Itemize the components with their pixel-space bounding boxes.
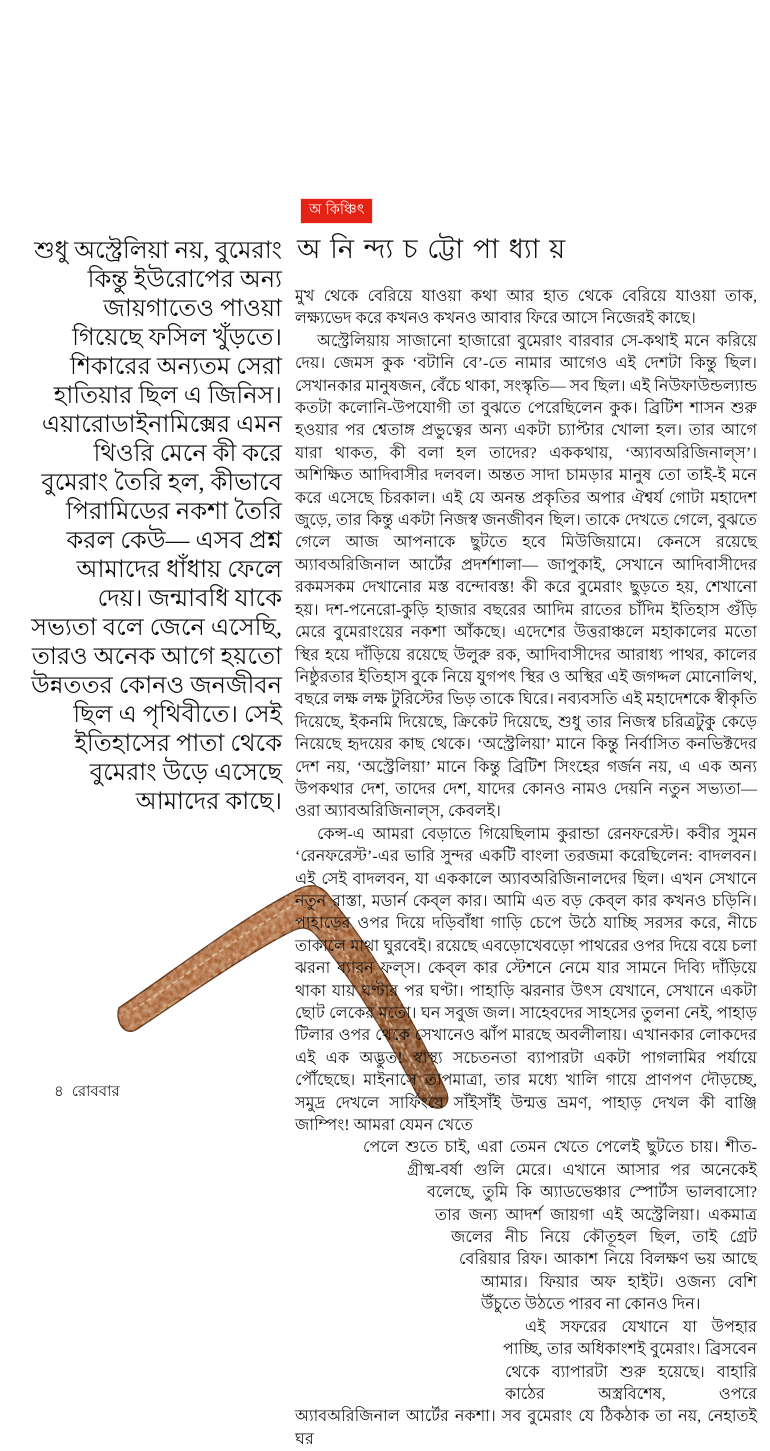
article-paragraph: কেন্স-এ আমরা বেড়াতে গিয়েছিলাম কুরান্ডা রেনফরেস্ট। কবীর সুমন ‘রেনফরেস্ট’-এর ভারি সুন্দর একটি বাংলা তরজমা করেছিলেন: বাদলবন। এই সেই বাদলবন, যা এককালে অ্যাবঅরিজিনালদের ছিল। এখন সেখানে নতুন রাস্তা, মডার্ন কেব্‌ল কার। আমি এত বড় কেব্‌ল কার কখনও চড়িনি। পাহাড়ের ওপর দিয়ে দড়িবাঁধা গাড়ি চেপে উঠে যাচ্ছি সরসর করে, নীচে তাকালে মাথা ঘুরবেই। রয়েছে এবড়োখেবড়ো পাথরের ওপর দিয়ে বয়ে চলা ঝরনা ব্যারন ফল্স। কেব্‌ল কার স্টেশনে নেমে যার সামনে দিব্যি দাঁড়িয়ে থাকা যায় ঘণ্টার পর ঘণ্টা। পাহাড়ি ঝরনার উৎস যেখানে, সেখানে একটা ছোট লেকের মতো। ঘন সবুজ জল। সাহেবদের সাহসের তুলনা নেই, পাহাড় টিলার ওপর থেকে সেখানেও ঝাঁপ মারছে অবলীলায়। এখানকার লোকদের এই এক অদ্ভুত! স্বাস্থ্য সচেতনতা ব্যাপারটা একটা পাগলামির পর্যায়ে পৌঁছেছে। মাইনাসে তাপমাত্রা, তার মধ্যে খালি গায়ে প্রাণপণ দৌড়চ্ছে, সমুদ্র দেখলে সার্ফিংয়ে সাঁইসাঁই উন্মত্ত ভ্রমণ, পাহাড় দেখল কী বাঞ্জি জাম্পিং! আমরা যেমন খেতে [295, 825, 757, 1135]
wrap-spacer [295, 1182, 407, 1204]
wrap-spacer [295, 1160, 363, 1182]
wrap-spacer [295, 1249, 451, 1271]
article-paragraph: এই সফরের যেখানে যা উপহার পাচ্ছি, তার অধিকাংশই বুমেরাং। ব্রিসবেন থেকে ব্যাপারটা শুরু হয়েছে। বাহারি কাঠের অস্ত্রবিশেষ, ওপরে অ্যাবঅরিজিনাল আর্টের নকশা। সব বুমেরাং যে ঠিকঠাক তা নয়, নেহাতই ঘর [295, 1318, 757, 1448]
text-wrap-zone [295, 1137, 757, 1451]
page-number: ৪ [54, 1083, 64, 1100]
publication-name: রোববার [71, 1083, 120, 1100]
article-paragraph: অস্ট্রেলিয়ায় সাজানো হাজারো বুমেরাং বারবার সে-কথাই মনে করিয়ে দেয়। জেমস কুক ‘বটানি বে’-তে নামার আগেও এই দেশটা কিন্তু ছিল। সেখানকার মানুষজন, বেঁচে থাকা, সংস্কৃতি— সব ছিল। এই নিউফাউন্ডল্যান্ড কতটা কলোনি-উপযোগী তা বুঝতে পেরেছিলেন কুক। ব্রিটিশ শাসন শুরু হওয়ার পর শ্বেতাঙ্গ প্রভুত্বের অন্য একটা চ্যাপ্টার খোলা হল। তার আগে যারা থাকত, কী বলা হল তাদের? এককথায়, ‘অ্যাবঅরিজিনাল্স’। অশিক্ষিত আদিবাসীর দলবল। অন্তত সাদা চামড়ার মানুষ তো তাই-ই মনে করে এসেছে চিরকাল। এই যে অনন্ত প্রকৃতির অপার ঐশ্বর্য গোটা মহাদেশ জুড়ে, তার কিন্তু একটা নিজস্ব জনজীবন ছিল। তাকে দেখতে গেলে, বুঝতে গেলে আজ আপনাকে ছুটতে হবে মিউজিয়ামে। কেনসে রয়েছে অ্যাবঅরিজিনাল আর্টের প্রদর্শশালা— জাপুকাই, সেখানে আদিবাসীদের রকমসকম দেখানোর মস্ত বন্দোবস্ত! কী করে বুমেরাং ছুড়তে হয়, শেখানো হয়। দশ-পনেরো-কুড়ি হাজার বছরের আদিম রাতের চাঁদিম ইতিহাস গুঁড়ি মেরে বুমেরাংয়ের নকশা আঁকছে। এদেশের উত্তরাঞ্চলে মহাকালের মতো স্থির হয়ে দাঁড়িয়ে রয়েছে উলুরু রক, আদিবাসীদের আরাধ্য পাথর, কালের নিষ্ঠুরতার ইতিহাস বুকে নিয়ে যুগপৎ স্থির ও অস্থির এই জগদ্দল মোনোলিথ, বছরে লক্ষ লক্ষ টুরিস্টের ভিড় তাকে ঘিরে। নব্যবসতি এই মহাদেশকে স্বীকৃতি দিয়েছে, ইকনমি দিয়েছে, ক্রিকেট দিয়েছে, শুধু তার নিজস্ব চরিত্রটুকু কেড়ে নিয়েছে হৃদয়ের কাছ থেকে। ‘অস্ট্রেলিয়া’ মানে কিন্তু নির্বাসিত কনভিক্টদের দেশ নয়, ‘অস্ট্রেলিয়া’ মানে কিন্তু ব্রিটিশ সিংহের গর্জন নয়, এ এক অন্য উপকথার দেশ, তাদের দেশ, যাদের কোনও নামও দেয়নি নতুন সভ্যতা— ওরা অ্যাবঅরিজিনাল্স, কেবলই। [295, 332, 757, 821]
wrap-spacer [295, 1339, 503, 1361]
wrap-spacer [295, 1272, 459, 1294]
wrap-spacer [295, 1361, 491, 1383]
wrap-spacer [295, 1137, 359, 1159]
section-label: অ কিঞ্চিৎ [300, 198, 373, 224]
page-footer [54, 1080, 120, 1105]
pull-quote: শুধু অস্ট্রেলিয়া নয়, বুমেরাং কিন্তু ইউরোপের অন্য জায়গাতেও পাওয়া গিয়েছে ফসিল খুঁড়তে। শিকারের অন্যতম সেরা হাতিয়ার ছিল এ জিনিস। এয়ারোডাইনামিক্সের এমন থিওরি মেনে কী করে বুমেরাং তৈরি হল, কীভাবে পিরামিডের নকশা তৈরি করল কেউ— এসব প্রশ্ন আমাদের ধাঁধায় ফেলে দেয়। জন্মাবধি যাকে সভ্যতা বলে জেনে এসেছি, তারও অনেক আগে হয়তো উন্নততর কোনও জনজীবন ছিল এ পৃথিবীতে। সেই ইতিহাসের পাতা থেকে বুমেরাং উড়ে এসেছে আমাদের কাছে। [31, 238, 282, 815]
article-body [295, 286, 757, 1451]
article-paragraph: পেলে শুতে চাই, এরা তেমন খেতে পেলেই ছুটতে চায়। শীত-গ্রীষ্ম-বর্ষা গুলি মেরে। এখানে আসার পর অনেকেই বলেছে, তুমি কি অ্যাডভেঞ্চার স্পোর্টস ভালবাসো? তার জন্য আদর্শ জায়গা এই অস্ট্রেলিয়া। একমাত্র জলের নীচ নিয়ে কৌতূহল ছিল, তাই গ্রেট বেরিয়ার রিফ। আকাশ নিয়ে বিলক্ষণ ভয় আছে আমার। ফিয়ার অফ হাইট। ওজন্য বেশি উঁচুতে উঠতে পারব না কোনও দিন। [363, 1139, 757, 1314]
article-paragraph: মুখ থেকে বেরিয়ে যাওয়া কথা আর হাত থেকে বেরিয়ে যাওয়া তাক, লক্ষ্যভেদ করে কখনও কখনও আবার ফিরে আসে নিজেরই কাছে। [295, 288, 757, 328]
wrap-spacer [295, 1294, 481, 1316]
author-byline: অ নি ন্দ্য চ ট্টো পা ধ্যা য় [297, 234, 567, 264]
wrap-spacer [295, 1317, 479, 1339]
wrap-spacer [295, 1227, 435, 1249]
wrap-spacer [295, 1205, 427, 1227]
wrap-spacer [295, 1384, 505, 1406]
